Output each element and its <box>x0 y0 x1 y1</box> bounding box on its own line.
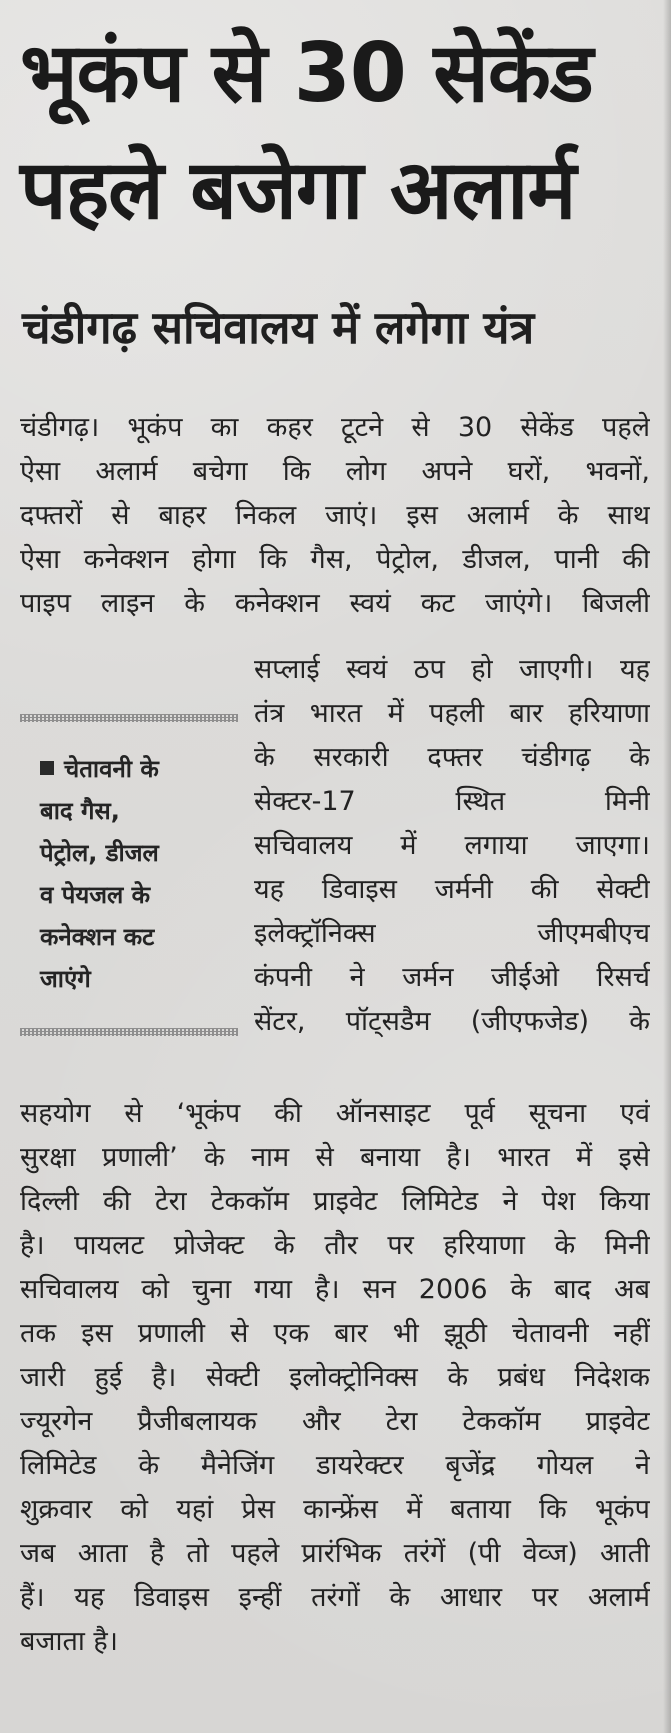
bullet-icon <box>40 761 54 775</box>
pullquote-line: पेट्रोल, डीजल <box>40 839 159 867</box>
pullquote-top-rule <box>20 714 238 722</box>
pullquote-line <box>40 748 230 790</box>
article-line: सुरक्षा प्रणाली’ के नाम से बनाया है। भारत में इसे <box>20 1142 650 1173</box>
article-line: शुक्रवार को यहां प्रेस कान्फ्रेंस में बताया कि भूकंप <box>20 1494 650 1525</box>
article-line: तक इस प्रणाली से एक बार भी झूठी चेतावनी नहीं <box>20 1318 650 1349</box>
article-line: के सरकारी दफ्तर चंडीगढ़ के <box>254 742 650 773</box>
pullquote-line: कनेक्शन कट <box>40 923 155 951</box>
article-line: तंत्र भारत में पहली बार हरियाणा <box>254 698 650 729</box>
pullquote-line: बाद गैस, <box>40 797 120 825</box>
subheadline: चंडीगढ़ सचिवालय में लगेगा यंत्र <box>22 301 535 354</box>
article-line: कंपनी ने जर्मन जीईओ रिसर्च <box>254 962 650 993</box>
article-lower-block <box>20 1092 650 1664</box>
article-line: जब आता है तो पहले प्रारंभिक तरंगें (पी वेव्ज) आती <box>20 1538 650 1569</box>
article-line: ज्यूरगेन प्रैजीबलायक और टेरा टेककॉम प्राइवेट <box>20 1406 650 1437</box>
article-lead-block <box>20 406 650 626</box>
article-right-column <box>254 648 650 1044</box>
article-line: जारी हुई है। सेक्टी इलोक्ट्रोनिक्स के प्रबंध निदेशक <box>20 1362 650 1393</box>
pullquote-line: व पेयजल के <box>40 881 151 909</box>
article-line: इलेक्ट्रॉनिक्स जीएमबीएच <box>254 918 650 949</box>
pullquote-text <box>40 748 230 1000</box>
article-line: सचिवालय में लगाया जाएगा। <box>254 830 650 861</box>
article-line: ऐसा अलार्म बचेगा कि लोग अपने घरों, भवनों, <box>20 456 650 487</box>
article-line: सचिवालय को चुना गया है। सन 2006 के बाद अब <box>20 1274 650 1305</box>
article-line: सहयोग से ‘भूकंप की ऑनसाइट पूर्व सूचना एवं <box>20 1098 650 1129</box>
article-line: सेंटर, पॉट्सडैम (जीएफजेड) के <box>254 1006 650 1037</box>
article-line: यह डिवाइस जर्मनी की सेक्टी <box>254 874 650 905</box>
pullquote-line: जाएंगे <box>40 965 91 993</box>
page-edge-shadow <box>663 0 671 1733</box>
pullquote-box <box>20 700 238 1036</box>
article-line: बजाता है। <box>20 1626 118 1657</box>
headline-line-2: पहले बजेगा अलार्म <box>20 143 576 238</box>
pullquote-line-text: चेतावनी के <box>64 755 159 783</box>
article-line: है। पायलट प्रोजेक्ट के तौर पर हरियाणा के मिनी <box>20 1230 650 1261</box>
pullquote-bottom-rule <box>20 1028 238 1036</box>
article-line: लिमिटेड के मैनेजिंग डायरेक्टर बृजेंद्र गोयल ने <box>20 1450 650 1481</box>
article-line: दिल्ली की टेरा टेककॉम प्राइवेट लिमिटेड ने पेश किया <box>20 1186 650 1217</box>
article-line: हैं। यह डिवाइस इन्हीं तरंगों के आधार पर अलार्म <box>20 1582 650 1613</box>
article-line: ऐसा कनेक्शन होगा कि गैस, पेट्रोल, डीजल, पानी की <box>20 544 650 575</box>
article-line: सप्लाई स्वयं ठप हो जाएगी। यह <box>254 654 650 685</box>
article-line: चंडीगढ़। भूकंप का कहर टूटने से 30 सेकेंड पहले <box>20 412 650 443</box>
article-line: सेक्टर-17 स्थित मिनी <box>254 786 650 817</box>
article-line: पाइप लाइन के कनेक्शन स्वयं कट जाएंगे। बिजली <box>20 588 650 619</box>
article-line: दफ्तरों से बाहर निकल जाएं। इस अलार्म के साथ <box>20 500 650 531</box>
headline-line-1: भूकंप से 30 सेकेंड <box>20 26 593 121</box>
